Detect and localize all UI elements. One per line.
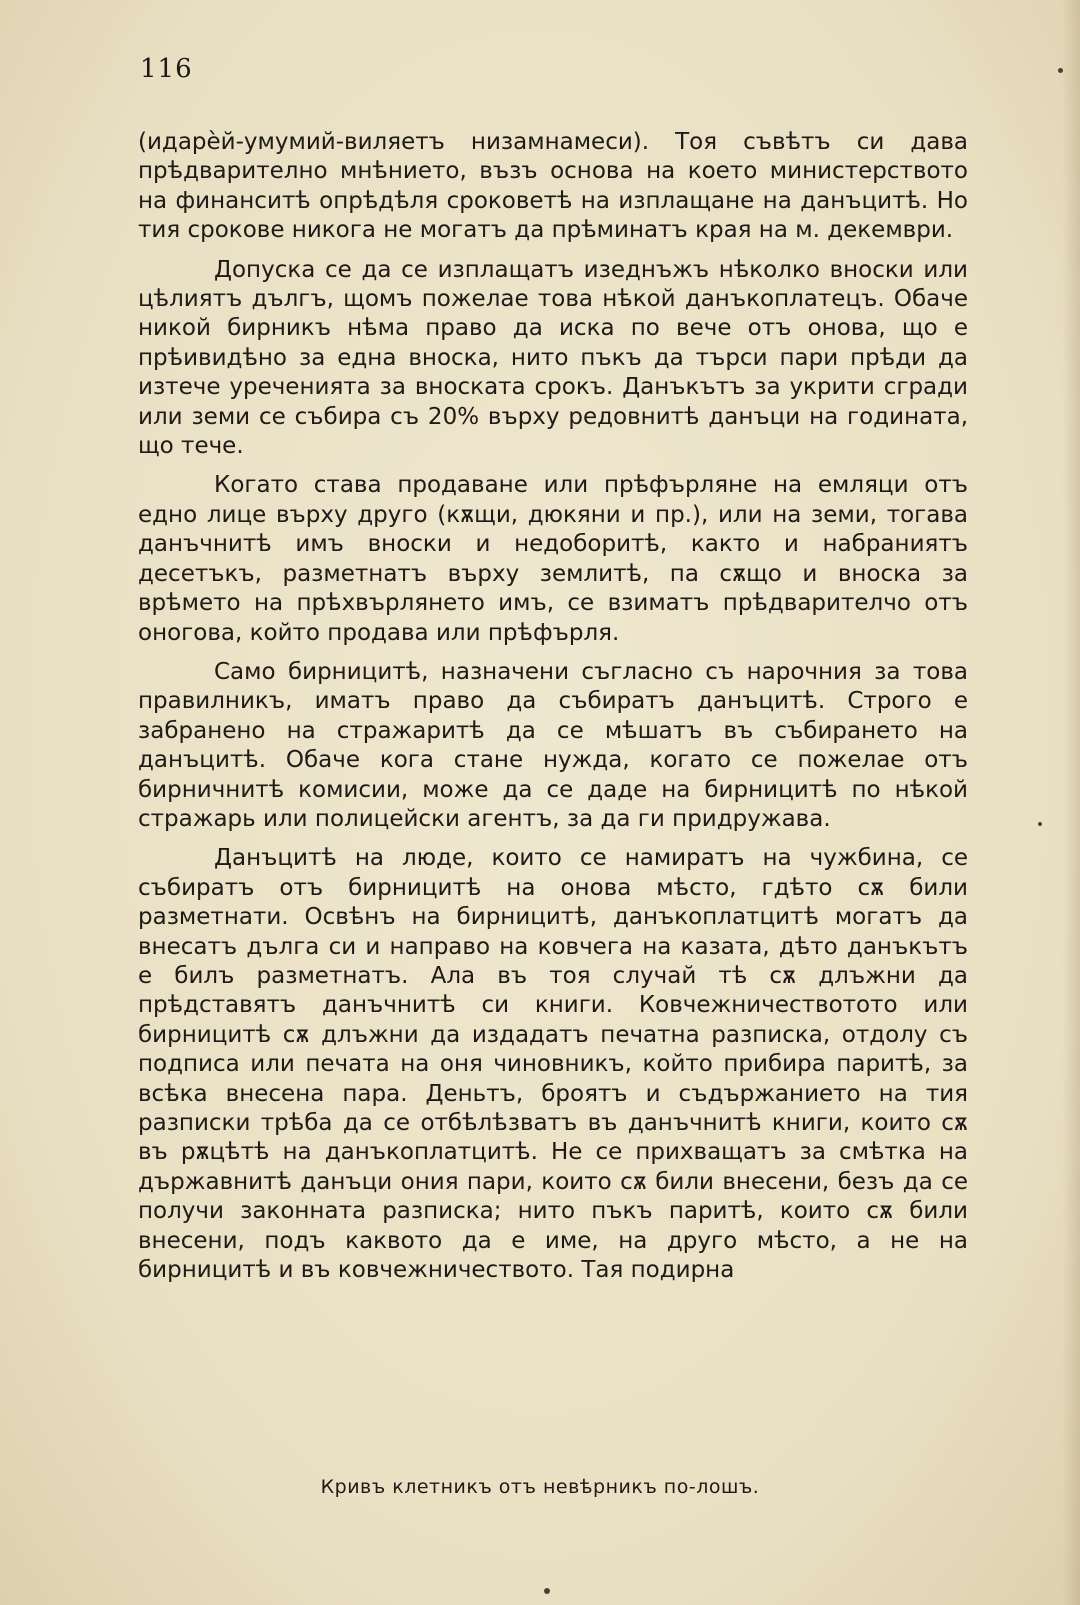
- paragraph-4: Само бирницитѣ, назначени съгласно съ нарочния за това правилникъ, иматъ право да събиратъ данъцитѣ. Строго е забранено на стражаритѣ да се мѣшатъ въ събирането на данъцитѣ. Обаче кога стане нужда, когато се пожелае отъ бирничнитѣ комисии, може да се даде на бирницитѣ по нѣкой стражарь или полицейски агентъ, за да ги придружава.: [138, 658, 968, 832]
- paper-speck: [1038, 822, 1042, 826]
- paragraph-2: Допуска се да се изплащатъ изеднъжъ нѣколко вноски или цѣлиятъ дългъ, щомъ пожелае това нѣкой данъкоплатецъ. Обаче никой бирникъ нѣма право да иска по вече отъ онова, що е прѣивидѣно за една вноска, нито пъкъ да търси пари прѣди да изтече уреченията за вноската срокъ. Данъкътъ за укрити сгради или земи се събира съ 20% върху редовнитѣ данъци на годината, що тече.: [138, 256, 968, 460]
- page-number: 116: [140, 54, 193, 84]
- paragraph-5: Данъцитѣ на люде, които се намиратъ на чужбина, се събиратъ отъ бирницитѣ на онова мѣсто, гдѣто сѫ били разметнати. Освѣнъ на бирницитѣ, данъкоплатцитѣ могатъ да внесатъ дълга си и направо на ковчега на казата, дѣто данъкътъ е билъ разметнатъ. Ала въ тоя случай тѣ сѫ длъжни да прѣдставятъ данъчнитѣ си книги. Ковчежничествотото или бирницитѣ сѫ длъжни да издадатъ печатна разписка, отдолу съ подписа или печата на оня чиновникъ, който прибира паритѣ, за всѣка внесена пара. Деньтъ, броятъ и съдържанието на тия разписки трѣба да се отбѣлѣзватъ въ данъчнитѣ книги, които сѫ въ рѫцѣтѣ на данъкоплатцитѣ. Не се прихващатъ за смѣтка на държавнитѣ данъци ония пари, които сѫ били внесени, безъ да се получи законната разписка; нито пъкъ паритѣ, които сѫ били внесени, подъ каквото да е име, на друго мѣсто, а не на бирницитѣ и въ ковчежничеството. Тая подирна: [138, 845, 968, 1284]
- footer-proverb: Кривъ клетникъ отъ невѣрникъ по-лошъ.: [320, 1476, 760, 1498]
- page-edge-shadow: [1062, 0, 1080, 1605]
- paragraph-3: Когато става продаване или прѣфърляне на емляци отъ едно лице върху друго (кѫщи, дюкяни и пр.), или на земи, тогава данъчнитѣ имъ вноски и недоборитѣ, както и набраниятъ десетъкъ, разметнатъ върху землитѣ, па сѫщо и вноска за врѣмето на прѣхвърлянето имъ, се взиматъ прѣдварителчо отъ оногова, който продава или прѣфърля.: [138, 472, 968, 646]
- paper-speck: [544, 1588, 550, 1594]
- paper-speck: [1058, 68, 1063, 73]
- paragraph-1: (идарѐй-умумий-виляетъ низамнамеси). Тоя съвѣтъ си дава прѣдварително мнѣнието, възъ основа на което министерството на финанситѣ опрѣдѣля сроковетѣ на изплащане на данъцитѣ. Но тия срокове никога не могатъ да прѣминатъ края на м. декември.: [138, 129, 968, 244]
- body-text: [138, 128, 968, 1295]
